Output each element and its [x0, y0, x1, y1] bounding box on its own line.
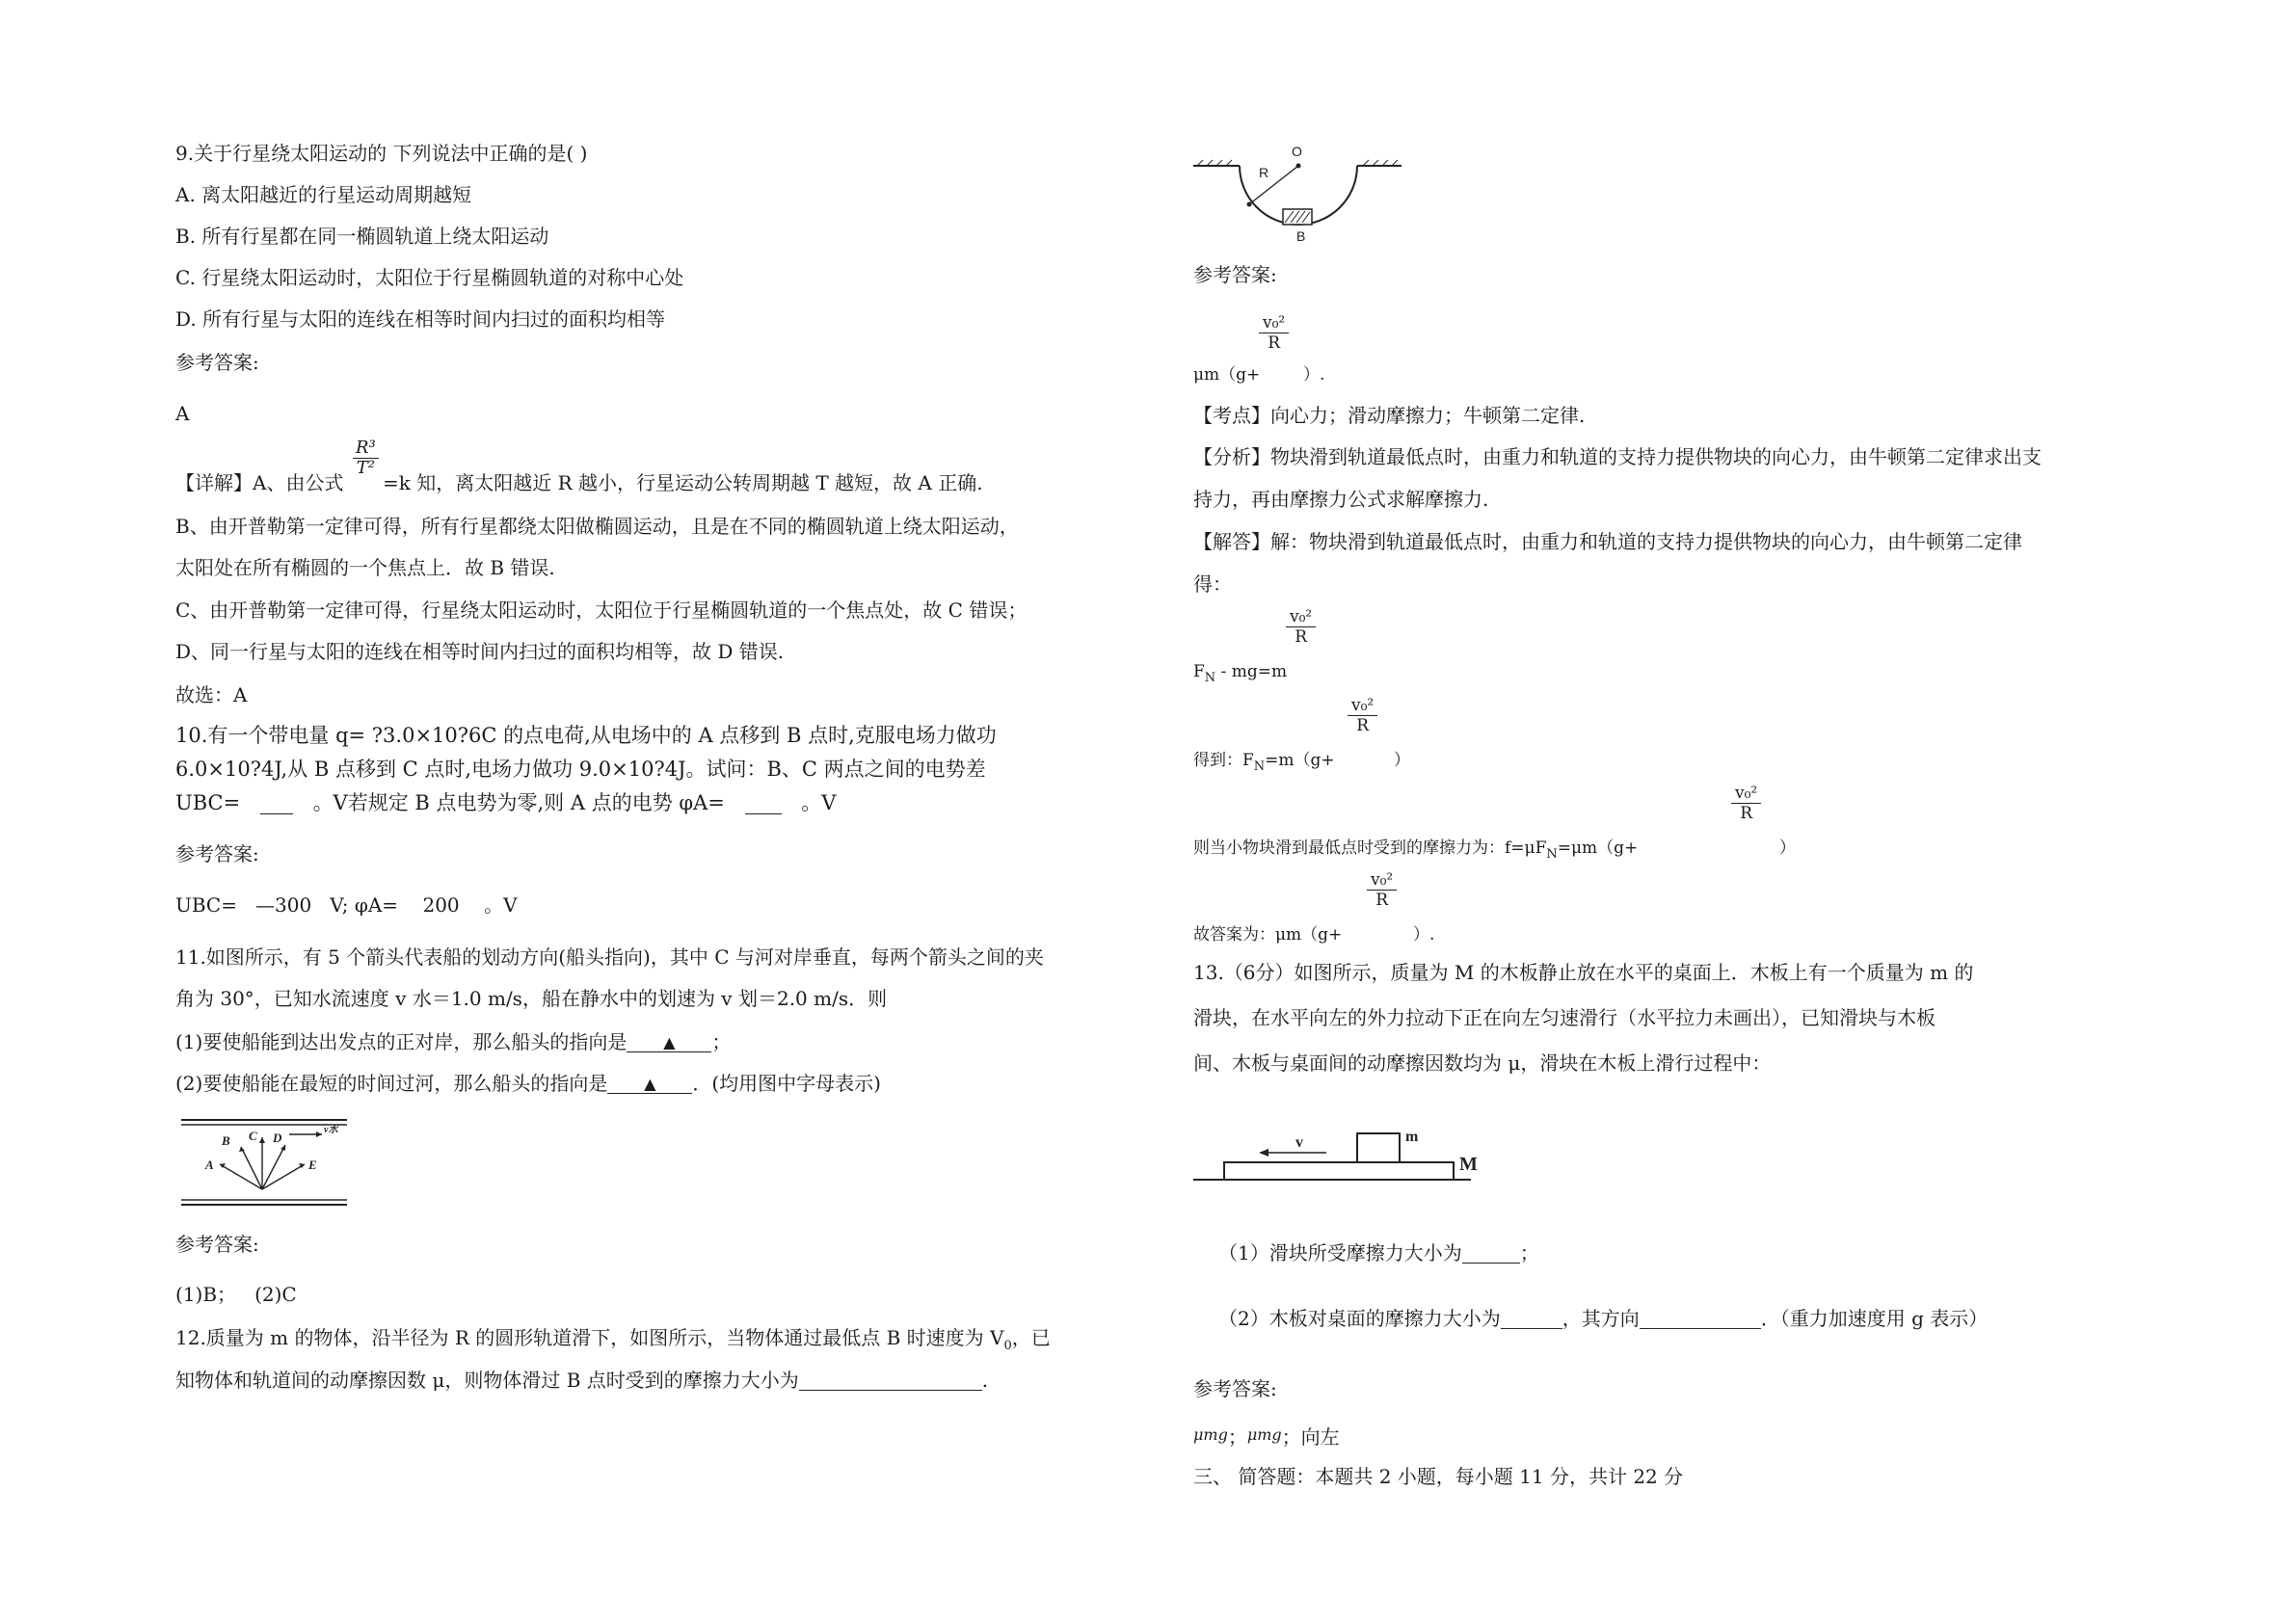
q11-fig-label-a: A	[205, 1157, 214, 1172]
q11-blank-2-marker: ▲	[644, 1075, 656, 1093]
q9-formula-den: T²	[356, 457, 375, 478]
q10-line3-mid: 。V若规定 B 点电势为零,则 A 点的电势 φA=	[312, 791, 725, 814]
q12-final-end: ）.	[1413, 925, 1435, 945]
q12-fig-label-r: R	[1259, 165, 1269, 180]
q12-eq1-frac	[1286, 607, 1316, 648]
q9-answer: A	[175, 402, 190, 425]
q12-eq2: 得到：$F_N=m(g+$	[1193, 751, 1335, 774]
q11-river-figure	[175, 1114, 351, 1211]
q12-answer-label: 参考答案:	[1193, 263, 1277, 286]
q12-track-figure	[1191, 137, 1405, 253]
q12-eq3: 则当小物块滑到最低点时受到的摩擦力为：$f=\mu F_N=\mu m(g+$	[1193, 838, 1639, 862]
q13-answer-3: ；向左	[1281, 1425, 1340, 1449]
q11-blank-1[interactable]	[627, 1030, 711, 1052]
q12-fig-label-o: O	[1292, 144, 1302, 159]
q12-blank[interactable]	[799, 1390, 982, 1391]
q11-line1: 11.如图所示，有 5 个箭头代表船的划动方向(船头指向)，其中 C 与河对岸垂直，每两个箭头之间的夹	[175, 945, 1044, 969]
q11-blank-2[interactable]	[607, 1072, 692, 1094]
q12-line2-end: .	[981, 1369, 989, 1392]
q11-fig-label-vwater: v水	[324, 1125, 338, 1135]
q12-line2	[175, 1370, 988, 1391]
q9-detail-suffix: =k 知，离太阳越近 R 越小，行星运动公转周期越 T 越短，故 A 正确.	[383, 471, 983, 494]
q10-ubc-label: UBC=	[175, 791, 241, 814]
q12-fig-label-b: B	[1296, 228, 1306, 244]
q13-line1: 13.（6分）如图所示，质量为 M 的木板静止放在水平的桌面上．木板上有一个质量为 m 的	[1193, 961, 1974, 984]
q11-answer: (1)B； (2)C	[175, 1283, 297, 1306]
q12-line1-text: 12.质量为 m 的物体，沿半径为 R 的圆形轨道滑下，如图所示，当物体通过最低点 B 时速度为 V	[175, 1326, 1004, 1349]
q9-detail-d: D、同一行星与太阳的连线在相等时间内扫过的面积均相等，故 D 错误.	[175, 640, 785, 663]
q11-q1-text: (1)要使船能到达出发点的正对岸，那么船头的指向是	[175, 1030, 627, 1053]
q11-q2-text: (2)要使船能在最短的时间过河，那么船头的指向是	[175, 1072, 608, 1095]
q9-option-a: A. 离太阳越近的行星运动周期越短	[175, 183, 472, 206]
q12-final-frac	[1367, 870, 1397, 911]
q9-detail-c: C、由开普勒第一定律可得，行星绕太阳运动时，太阳位于行星椭圆轨道的一个焦点处，故 C 错误；	[175, 599, 1028, 622]
q9-detail-b2: 太阳处在所有椭圆的一个焦点上．故 B 错误.	[175, 556, 555, 579]
q9-option-d: D. 所有行星与太阳的连线在相等时间内扫过的面积均相等	[175, 307, 666, 331]
q12-final-den: R	[1375, 891, 1389, 911]
q12-eq2-num: v₀²	[1348, 696, 1377, 716]
q12-final: 故答案为：μm（g+	[1193, 925, 1343, 945]
q12-eq2-den: R	[1356, 716, 1370, 736]
q9-option-b: B. 所有行星都在同一椭圆轨道上绕太阳运动	[175, 225, 549, 248]
q9-stem: 9.关于行星绕太阳运动的 下列说法中正确的是( )	[175, 142, 588, 165]
q10-answer: UBC= —300 V; φA= 200 。V	[175, 893, 518, 917]
q13-answer-2: μmg	[1246, 1425, 1282, 1444]
q12-eq3-num: v₀²	[1731, 784, 1761, 804]
q12-answer-den: R	[1268, 333, 1281, 354]
q12-line2-text: 知物体和轨道间的动摩擦因数 μ，则物体滑过 B 点时受到的摩擦力大小为	[175, 1369, 799, 1392]
q13-blank-2[interactable]	[1501, 1328, 1562, 1329]
q13-velocity-arrowhead	[1259, 1149, 1268, 1157]
q12-eq1-num: v₀²	[1286, 607, 1316, 627]
q12-line1	[175, 1327, 1051, 1353]
q9-option-c: C. 行星绕太阳运动时，太阳位于行星椭圆轨道的对称中心处	[175, 266, 684, 289]
q12-eq1: $F_N - mg=m$	[1193, 662, 1288, 685]
q10-blank-phia[interactable]	[745, 813, 782, 814]
q10-line3	[175, 792, 836, 814]
q11-fig-label-e: E	[308, 1157, 317, 1172]
q11-question1	[175, 1030, 731, 1052]
q12-fenxi-1: 【分析】物块滑到轨道最低点时，由重力和轨道的支持力提供物块的向心力，由牛顿第二定律求出支	[1193, 445, 2042, 468]
q13-board-m-large	[1224, 1162, 1454, 1180]
q9-formula-num: R³	[353, 439, 379, 459]
q13-blank-1[interactable]	[1462, 1263, 1520, 1264]
q12-radius-line	[1249, 166, 1298, 204]
q12-answer-frac	[1259, 313, 1289, 354]
q13-line3: 间、木板与桌面间的动摩擦因数均为 μ，滑块在木板上滑行过程中：	[1193, 1051, 1772, 1075]
q12-line1-sub: 0	[1003, 1339, 1012, 1353]
q12-eq2-end: ）	[1394, 751, 1410, 770]
q9-formula	[353, 439, 379, 478]
q10-blank-ubc[interactable]	[260, 813, 293, 814]
q12-center-o	[1296, 164, 1301, 169]
q12-eq3-den: R	[1740, 804, 1753, 824]
q12-answer-num: v₀²	[1259, 313, 1289, 333]
q11-q1-end: ；	[711, 1030, 732, 1053]
q11-q2-end: ．(均用图中字母表示)	[692, 1072, 881, 1095]
q13-answer-label: 参考答案:	[1193, 1377, 1277, 1400]
q13-block-m-small	[1357, 1133, 1400, 1162]
q10-line1: 10.有一个带电量 q= ?3.0×10?6C 的点电荷,从电场中的 A 点移到 B 点时,克服电场力做功	[175, 724, 997, 747]
q11-line2: 角为 30°，已知水流速度 v 水＝1.0 m/s，船在静水中的划速为 v 划＝2.0 m/s．则	[175, 987, 888, 1010]
q11-answer-label: 参考答案:	[175, 1233, 259, 1256]
q12-jieda-2: 得：	[1193, 572, 1232, 596]
q12-final-num: v₀²	[1367, 870, 1397, 891]
q11-fig-label-b: B	[222, 1133, 230, 1148]
section-3-heading: 三、 简答题：本题共 2 小题，每小题 11 分，共计 22 分	[1193, 1465, 1684, 1488]
q12-eq2-frac	[1348, 696, 1377, 736]
q10-line3-end: 。V	[801, 791, 837, 814]
q9-detail-b1: B、由开普勒第一定律可得，所有行星都绕太阳做椭圆运动，且是在不同的椭圆轨道上绕太阳运动，	[175, 515, 1019, 538]
q13-fig-label-v: v	[1295, 1134, 1303, 1151]
q13-blank-3[interactable]	[1640, 1328, 1761, 1329]
q13-sub2: （2）木板对桌面的摩擦力大小为 ，其方向 ．（重力加速度用 g 表示）	[1218, 1307, 1989, 1330]
q13-fig-label-bigm: M	[1459, 1154, 1478, 1175]
q13-answer: $^{\mu mg}$；$^{\mu mg}$；向左	[1193, 1425, 1340, 1449]
q12-start-point	[1247, 202, 1252, 207]
q9-answer-label: 参考答案:	[175, 351, 259, 374]
q13-answer-1: μmg	[1193, 1425, 1228, 1444]
q12-eq3-end: ）	[1779, 838, 1796, 858]
q9-detail-a	[175, 472, 343, 493]
q12-answer-post: ）.	[1303, 365, 1325, 385]
q12-kaodian: 【考点】向心力；滑动摩擦力；牛顿第二定律.	[1193, 404, 1586, 427]
q11-blank-1-marker: ▲	[663, 1033, 676, 1051]
q9-detail-prefix: 【详解】A、由公式	[175, 471, 344, 494]
q12-answer-pre: μm（g+	[1193, 365, 1261, 385]
q12-fenxi-2: 持力，再由摩擦力公式求解摩擦力.	[1193, 488, 1489, 511]
q12-block-b	[1283, 209, 1312, 225]
q10-answer-label: 参考答案:	[175, 842, 259, 865]
q11-fig-label-d: D	[273, 1131, 282, 1145]
q12-jieda-1: 【解答】解：物块滑到轨道最低点时，由重力和轨道的支持力提供物块的向心力，由牛顿第二定律	[1193, 530, 2022, 553]
q9-choose: 故选：A	[175, 683, 248, 706]
q10-line2: 6.0×10?4J,从 B 点移到 C 点时,电场力做功 9.0×10?4J。试问：B、C 两点之间的电势差	[175, 758, 986, 781]
q12-line1-end: ，已	[1011, 1326, 1051, 1349]
q13-fig-label-m: m	[1405, 1129, 1419, 1145]
q11-question2	[175, 1072, 881, 1094]
q12-eq1-den: R	[1295, 627, 1308, 648]
q13-line2: 滑块，在水平向左的外力拉动下正在向左匀速滑行（水平拉力未画出），已知滑块与木板	[1193, 1006, 1936, 1029]
q11-fig-label-c: C	[249, 1129, 257, 1143]
q12-eq3-frac	[1731, 784, 1761, 824]
q13-sub1: （1）滑块所受摩擦力大小为 ；	[1218, 1241, 1539, 1264]
q13-board-figure	[1191, 1116, 1481, 1185]
